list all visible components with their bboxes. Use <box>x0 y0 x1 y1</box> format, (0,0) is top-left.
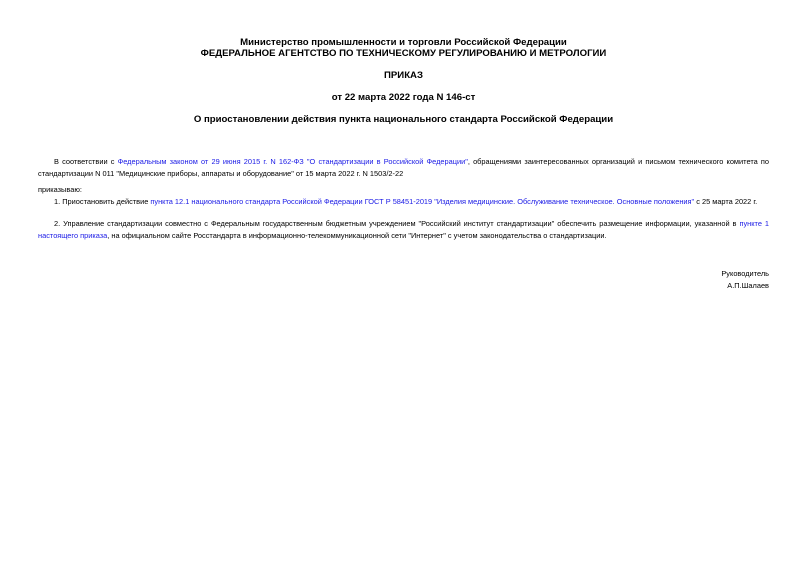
preamble-paragraph <box>38 156 769 179</box>
date-number-heading: от 22 марта 2022 года N 146-ст <box>331 92 476 103</box>
doc-type-heading: ПРИКАЗ <box>384 70 423 81</box>
order-item-1 <box>38 196 769 208</box>
item2-prefix: 2. Управление стандартизации совместно с Федеральным государственным бюджетным учреждением "Российский институт стандартизации" обеспечить размещение информации, указанной в <box>54 219 740 228</box>
federal-law-link[interactable]: Федеральным законом от 29 июня 2015 г. N 162-ФЗ "О стандартизации в Российской Федерации" <box>117 157 468 166</box>
item1-reference-link[interactable]: пункте 1 настоящего приказа <box>38 219 770 240</box>
item2-suffix: , на официальном сайте Росстандарта в информационно-телекоммуникационной сети "Интернет" с учетом законодательства о стандартизации. <box>107 230 607 240</box>
order-item-2 <box>38 218 769 241</box>
order-word: приказываю: <box>38 185 82 194</box>
gost-clause-link[interactable]: пункта 12.1 национального стандарта Российской Федерации ГОСТ Р 58451-2019 "Изделия медицинские. Обслуживание техническое. Основные положения" <box>150 197 695 206</box>
item1-suffix: с 25 марта 2022 г. <box>694 197 758 206</box>
preamble-suffix: , обращениями заинтересованных организаций и письмом технического комитета по стандартизации N 011 "Медицинские приборы, аппараты и оборудование" от 15 марта 2022 г. N 1503/2-22 <box>38 157 769 178</box>
ministry-heading: Министерство промышленности и торговли Российской Федерации <box>240 37 567 48</box>
document-title: О приостановлении действия пункта национального стандарта Российской Федерации <box>193 114 614 125</box>
signature-position: Руководитель <box>721 269 769 278</box>
preamble-prefix: В соответствии с <box>54 157 118 166</box>
signature-name: А.П.Шалаев <box>727 281 769 290</box>
item1-prefix: 1. Приостановить действие <box>54 197 151 206</box>
agency-heading: ФЕДЕРАЛЬНОЕ АГЕНТСТВО ПО ТЕХНИЧЕСКОМУ РЕГУЛИРОВАНИЮ И МЕТРОЛОГИИ <box>200 48 607 59</box>
